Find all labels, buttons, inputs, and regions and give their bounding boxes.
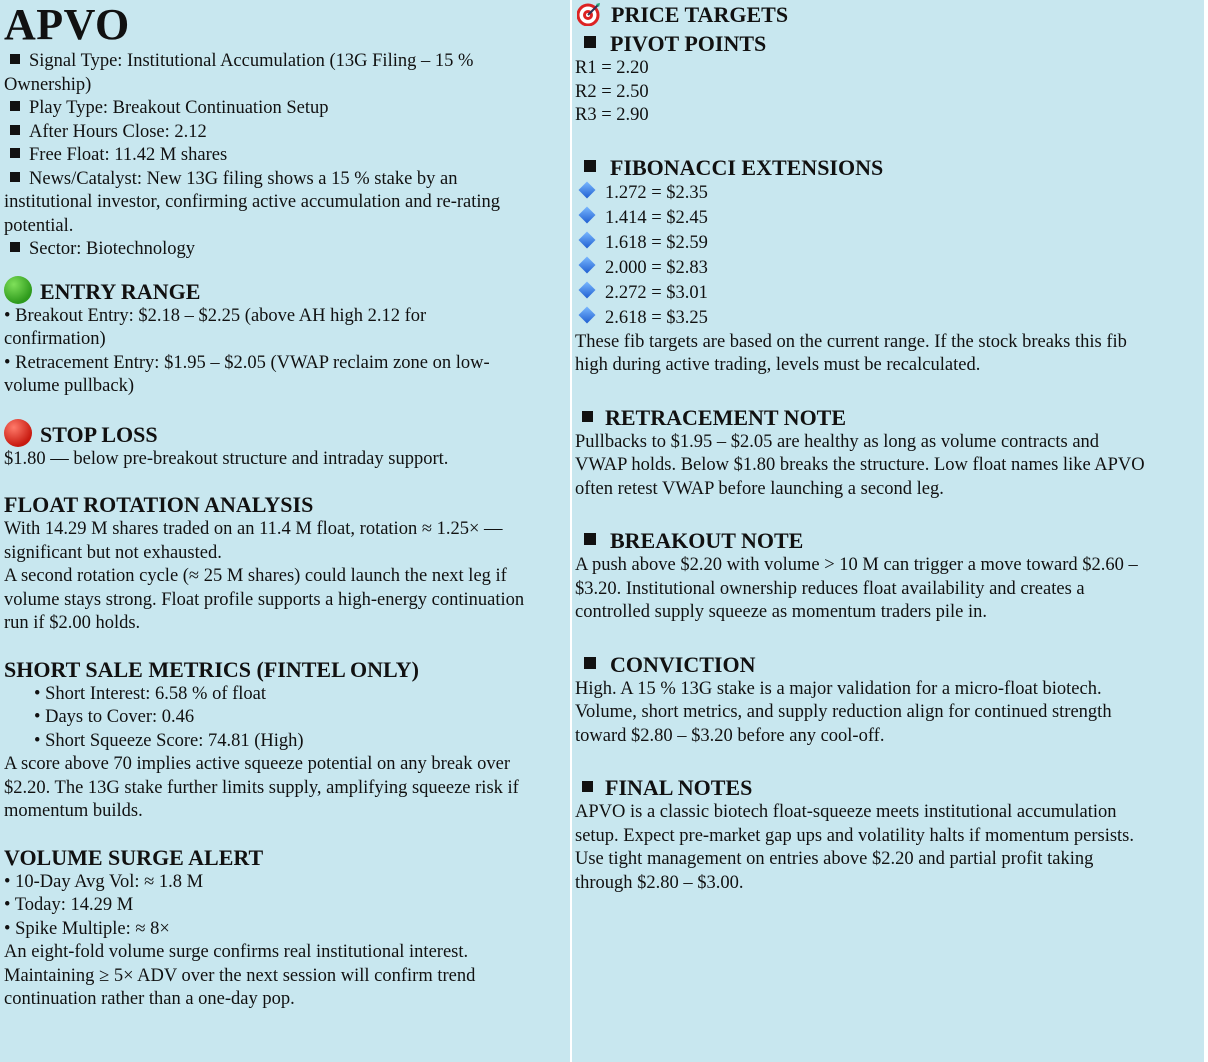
fibonacci-heading: FIBONACCI EXTENSIONS — [575, 154, 1204, 181]
info-line: Ownership) — [4, 74, 92, 95]
green-circle-icon — [4, 276, 32, 304]
retracement-heading: RETRACEMENT NOTE — [575, 404, 1204, 431]
blue-diamond-icon — [579, 231, 596, 248]
info-line: Signal Type: Institutional Accumulation (13G Filing – 15 % — [4, 50, 570, 74]
square-bullet-icon — [582, 781, 593, 792]
info-line: Play Type: Breakout Continuation Setup — [4, 97, 570, 121]
square-bullet-icon — [10, 101, 20, 111]
fib-item: 1.618 = $2.59 — [575, 231, 1204, 256]
info-line: institutional investor, confirming active accumulation and re-rating — [4, 192, 501, 212]
square-bullet-icon — [582, 411, 593, 422]
entry-line: confirmation) — [4, 329, 106, 349]
fib-item: 2.618 = $3.25 — [575, 306, 1204, 331]
final-notes-heading: FINAL NOTES — [575, 774, 1204, 801]
volume-line: • 10-Day Avg Vol: ≈ 1.8 M — [4, 871, 204, 892]
pivot-line: R1 = 2.20 — [575, 58, 649, 78]
float-line: A second rotation cycle (≈ 25 M shares) could launch the next leg if — [4, 566, 507, 586]
entry-line: • Retracement Entry: $1.95 – $2.05 (VWAP reclaim zone on low- — [4, 352, 490, 373]
dart-target-icon — [577, 2, 601, 26]
short-line: A score above 70 implies active squeeze potential on any break over — [4, 754, 510, 774]
blue-diamond-icon — [579, 306, 596, 323]
info-line: Free Float: 11.42 M shares — [4, 144, 570, 168]
float-line: run if $2.00 holds. — [4, 613, 141, 633]
square-bullet-icon — [10, 148, 20, 158]
entry-line: volume pullback) — [4, 376, 134, 396]
short-line: $2.20. The 13G stake further limits supply, amplifying squeeze risk if — [4, 777, 519, 798]
conviction-line: toward $2.80 – $3.20 before any cool-off. — [575, 725, 885, 746]
breakout-heading: BREAKOUT NOTE — [575, 527, 1204, 554]
pivot-line: R2 = 2.50 — [575, 81, 649, 102]
info-line: Sector: Biotechnology — [4, 238, 570, 262]
square-bullet-icon — [10, 172, 20, 182]
final-line: APVO is a classic biotech float-squeeze meets institutional accumulation — [575, 802, 1117, 822]
conviction-line: Volume, short metrics, and supply reduction align for continued strength — [575, 702, 1112, 722]
volume-line: Maintaining ≥ 5× ADV over the next session will confirm trend — [4, 965, 476, 986]
info-line: After Hours Close: 2.12 — [4, 121, 570, 145]
retracement-line: Pullbacks to $1.95 – $2.05 are healthy as long as volume contracts and — [575, 431, 1100, 452]
final-line: Use tight management on entries above $2.20 and partial profit taking — [575, 849, 1094, 869]
square-bullet-icon — [584, 657, 596, 669]
float-line: volume stays strong. Float profile supports a high-energy continuation — [4, 589, 525, 610]
fib-item: 2.272 = $3.01 — [575, 281, 1204, 306]
volume-surge-heading: VOLUME SURGE ALERT — [4, 844, 264, 870]
info-line: News/Catalyst: New 13G filing shows a 15 % stake by an — [4, 168, 570, 192]
square-bullet-icon — [10, 125, 20, 135]
entry-line: • Breakout Entry: $2.18 – $2.25 (above AH high 2.12 for — [4, 305, 427, 326]
short-sale-heading: SHORT SALE METRICS (FINTEL ONLY) — [4, 656, 419, 682]
fib-note-line: These fib targets are based on the current range. If the stock breaks this fib — [575, 331, 1127, 352]
stop-loss-heading: STOP LOSS — [4, 419, 570, 448]
right-column — [572, 0, 1204, 1062]
breakout-line: controlled supply squeeze as momentum traders pile in. — [575, 602, 988, 622]
volume-line: • Spike Multiple: ≈ 8× — [4, 918, 170, 939]
square-bullet-icon — [584, 160, 596, 172]
info-line: potential. — [4, 215, 74, 236]
price-targets-heading: PRICE TARGETS — [575, 0, 1204, 30]
short-metric-bullet: • Days to Cover: 0.46 — [34, 707, 195, 727]
volume-line: An eight-fold volume surge confirms real institutional interest. — [4, 942, 469, 962]
ticker-title: APVO — [4, 0, 130, 49]
retracement-line: VWAP holds. Below $1.80 breaks the structure. Low float names like APVO — [575, 455, 1145, 475]
volume-line: continuation rather than a one-day pop. — [4, 989, 295, 1009]
pivot-line: R3 = 2.90 — [575, 105, 649, 125]
volume-line: • Today: 14.29 M — [4, 895, 134, 915]
conviction-line: High. A 15 % 13G stake is a major validation for a micro-float biotech. — [575, 678, 1102, 699]
square-bullet-icon — [584, 533, 596, 545]
conviction-heading: CONVICTION — [575, 651, 1204, 678]
entry-range-heading: ENTRY RANGE — [4, 276, 570, 305]
red-circle-icon — [4, 419, 32, 447]
short-metric-bullet: • Short Squeeze Score: 74.81 (High) — [34, 730, 304, 751]
fib-note-line: high during active trading, levels must be recalculated. — [575, 355, 981, 375]
retracement-line: often retest VWAP before launching a second leg. — [575, 478, 944, 499]
breakout-line: A push above $2.20 with volume > 10 M can trigger a move toward $2.60 – — [575, 555, 1138, 575]
float-rotation-heading: FLOAT ROTATION ANALYSIS — [4, 492, 314, 517]
pivot-points-heading: PIVOT POINTS — [575, 30, 1204, 57]
stop-loss-line: $1.80 — below pre-breakout structure and intraday support. — [4, 448, 449, 469]
fib-item: 1.414 = $2.45 — [575, 206, 1204, 231]
fib-item: 2.000 = $2.83 — [575, 256, 1204, 281]
square-bullet-icon — [10, 242, 20, 252]
blue-diamond-icon — [579, 256, 596, 273]
square-bullet-icon — [584, 36, 596, 48]
breakout-line: $3.20. Institutional ownership reduces float availability and creates a — [575, 578, 1085, 599]
short-metric-bullet: • Short Interest: 6.58 % of float — [34, 683, 267, 704]
blue-diamond-icon — [579, 281, 596, 298]
final-line: setup. Expect pre-market gap ups and volatility halts if momentum persists. — [575, 825, 1134, 846]
blue-diamond-icon — [579, 181, 596, 198]
square-bullet-icon — [10, 54, 20, 64]
float-line: With 14.29 M shares traded on an 11.4 M float, rotation ≈ 1.25× — — [4, 519, 503, 539]
float-line: significant but not exhausted. — [4, 542, 222, 563]
final-line: through $2.80 – $3.00. — [575, 872, 744, 893]
left-column — [0, 0, 570, 1062]
fib-item: 1.272 = $2.35 — [575, 181, 1204, 206]
short-line: momentum builds. — [4, 801, 143, 821]
blue-diamond-icon — [579, 206, 596, 223]
